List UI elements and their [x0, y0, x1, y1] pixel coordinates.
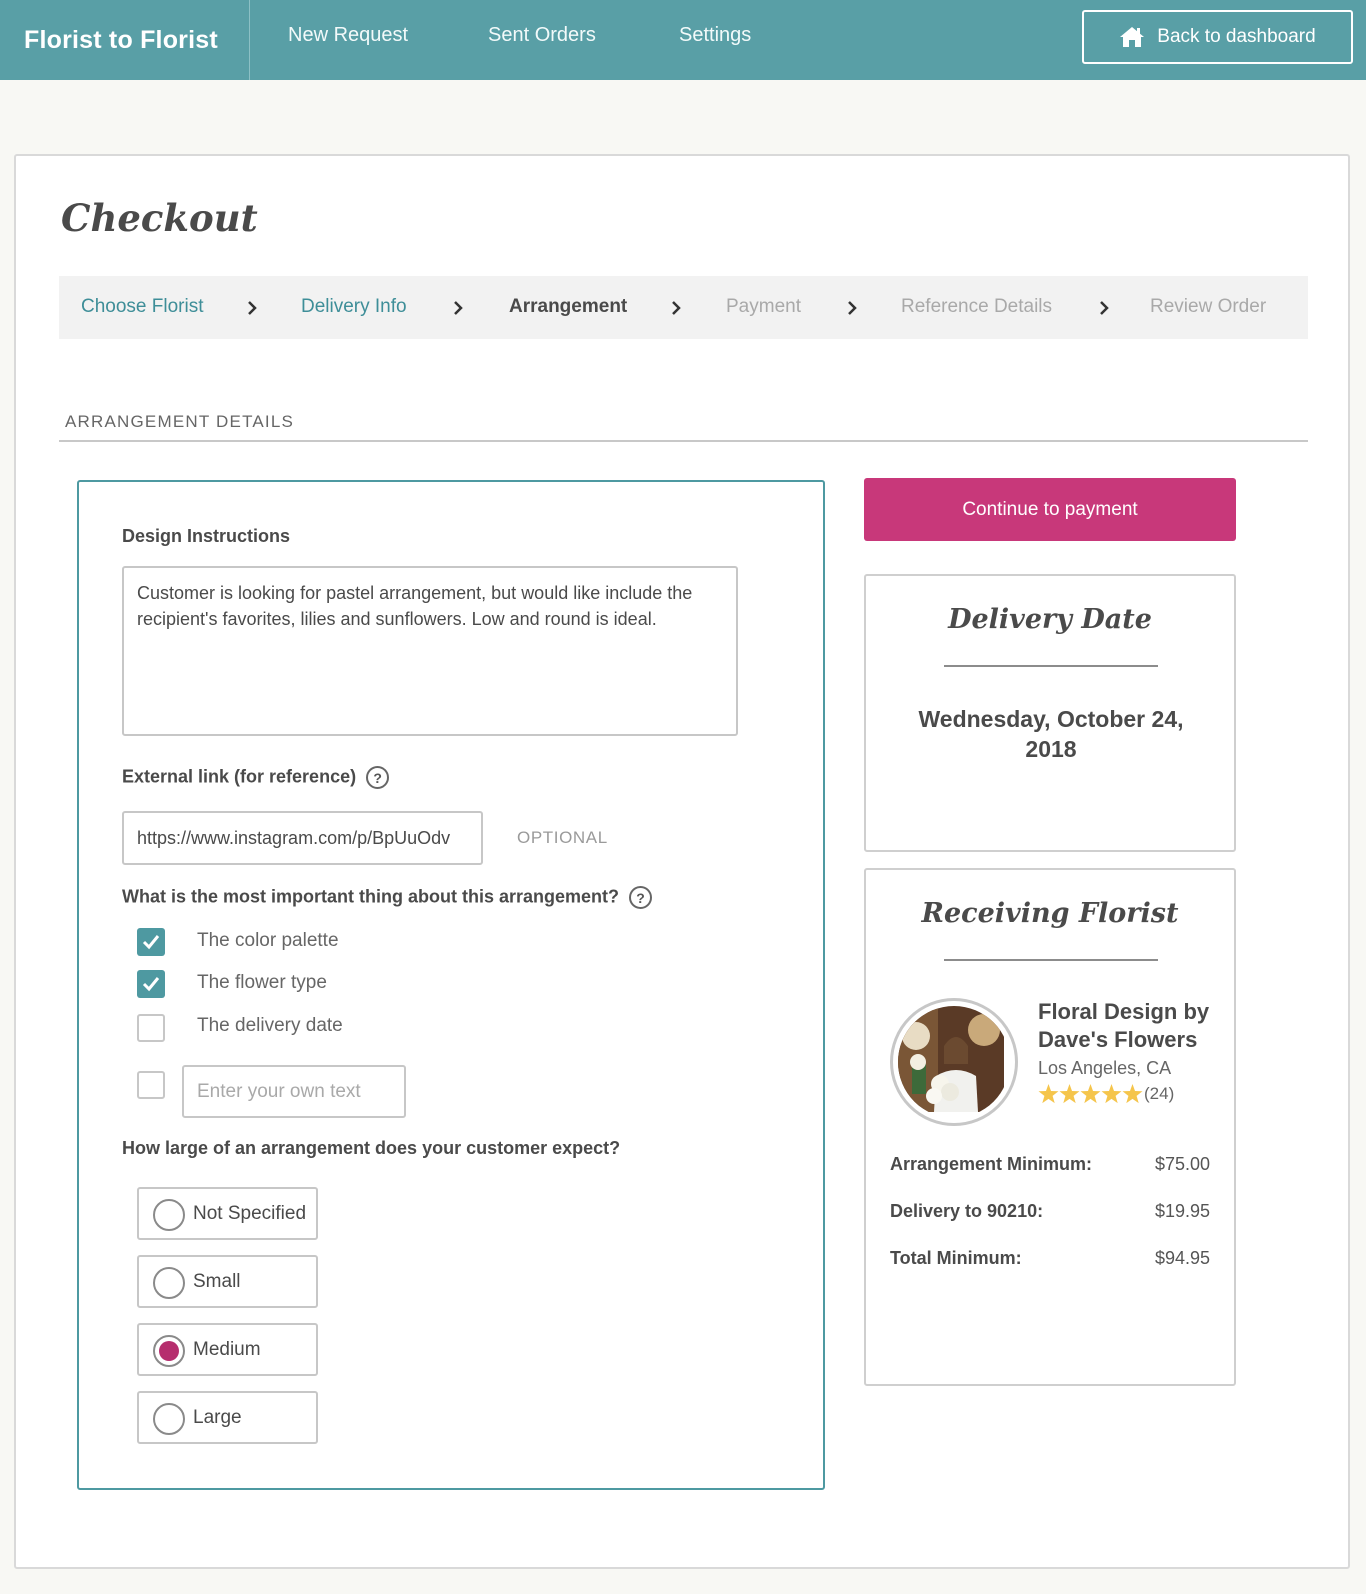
radio-label: Large [193, 1407, 242, 1428]
checkbox-delivery-date[interactable] [137, 1014, 165, 1042]
price-label: Arrangement Minimum: [890, 1154, 1093, 1174]
checkbox-flower-type[interactable] [137, 970, 165, 998]
important-question-row [122, 886, 652, 909]
size-question-label: How large of an arrangement does your customer expect? [122, 1138, 621, 1158]
help-icon[interactable]: ? [629, 886, 652, 909]
step-review-order: Review Order [1150, 296, 1267, 317]
checkbox-label: The flower type [197, 972, 327, 993]
checkbox-own-text[interactable] [137, 1071, 165, 1099]
florist-rating [1038, 1084, 1174, 1104]
title-divider [944, 665, 1158, 667]
optional-label: OPTIONAL [517, 828, 608, 847]
design-instructions-textarea[interactable] [122, 566, 738, 736]
price-value: $19.95 [1154, 1201, 1210, 1221]
chevron-right-icon [669, 300, 683, 316]
delivery-date-title: Delivery Date [948, 604, 1152, 635]
arrangement-form [77, 480, 825, 1490]
radio-label: Small [193, 1271, 241, 1292]
own-text-input[interactable] [182, 1065, 406, 1118]
help-icon[interactable]: ? [366, 766, 389, 789]
back-to-dashboard-button[interactable] [1082, 10, 1353, 64]
page-title: Checkout [61, 196, 258, 240]
receiving-florist-panel [864, 868, 1236, 1386]
brand-logo[interactable]: Florist to Florist [0, 0, 250, 80]
star-icon [1101, 1084, 1122, 1104]
checkbox-label: The color palette [197, 930, 339, 951]
star-icon [1122, 1084, 1143, 1104]
nav-settings[interactable]: Settings [679, 24, 752, 46]
price-label: Delivery to 90210: [890, 1201, 1044, 1221]
price-value: $94.95 [1154, 1248, 1210, 1268]
external-link-label-row [122, 766, 389, 789]
back-to-dashboard-label: Back to dashboard [1157, 26, 1316, 47]
step-choose-florist[interactable]: Choose Florist [81, 296, 204, 317]
radio-small[interactable] [137, 1255, 318, 1308]
checkout-steps [59, 276, 1308, 339]
radio-circle-selected [153, 1335, 185, 1367]
step-reference-details: Reference Details [901, 296, 1053, 317]
external-link-label: External link (for reference) [122, 766, 357, 787]
step-delivery-info[interactable]: Delivery Info [301, 296, 407, 317]
price-value: $75.00 [1154, 1154, 1210, 1174]
radio-medium[interactable] [137, 1323, 318, 1376]
florist-avatar [890, 998, 1018, 1126]
nav-sent-orders[interactable]: Sent Orders [488, 24, 596, 46]
review-count: (24) [1144, 1084, 1175, 1103]
florist-photo [898, 1006, 1004, 1112]
step-arrangement: Arrangement [509, 296, 628, 317]
star-icon [1059, 1084, 1080, 1104]
chevron-right-icon [1097, 300, 1111, 316]
chevron-right-icon [451, 300, 465, 316]
radio-label: Medium [193, 1339, 261, 1360]
checkbox-color-palette[interactable] [137, 928, 165, 956]
nav-new-request[interactable]: New Request [288, 24, 409, 46]
section-heading: ARRANGEMENT DETAILS [65, 412, 295, 431]
top-navbar [0, 0, 1366, 80]
section-divider [59, 440, 1308, 442]
checkbox-label: The delivery date [197, 1015, 343, 1036]
delivery-date-panel [864, 574, 1236, 852]
florist-location: Los Angeles, CA [1038, 1058, 1172, 1078]
price-label: Total Minimum: [890, 1248, 1022, 1268]
delivery-date-value: Wednesday, October 24, 2018 [918, 706, 1184, 762]
continue-to-payment-button[interactable]: Continue to payment [864, 478, 1236, 541]
design-instructions-label: Design Instructions [122, 526, 291, 546]
checkmark-icon [141, 932, 161, 952]
important-question-label: What is the most important thing about this arrangement? [122, 886, 620, 907]
radio-circle [153, 1267, 185, 1299]
chevron-right-icon [845, 300, 859, 316]
radio-circle [153, 1403, 185, 1435]
chevron-right-icon [245, 300, 259, 316]
external-link-input[interactable] [122, 811, 483, 865]
radio-large[interactable] [137, 1391, 318, 1444]
title-divider [944, 959, 1158, 961]
star-icon [1080, 1084, 1101, 1104]
receiving-florist-title: Receiving Florist [921, 898, 1179, 929]
star-icon [1038, 1084, 1059, 1104]
radio-circle [153, 1199, 185, 1231]
step-payment: Payment [726, 296, 801, 317]
radio-not-specified[interactable] [137, 1187, 318, 1240]
radio-label: Not Specified [193, 1203, 307, 1224]
florist-name: Floral Design by Dave's Flowers [1038, 999, 1210, 1052]
home-icon [1119, 26, 1145, 48]
checkmark-icon [141, 974, 161, 994]
